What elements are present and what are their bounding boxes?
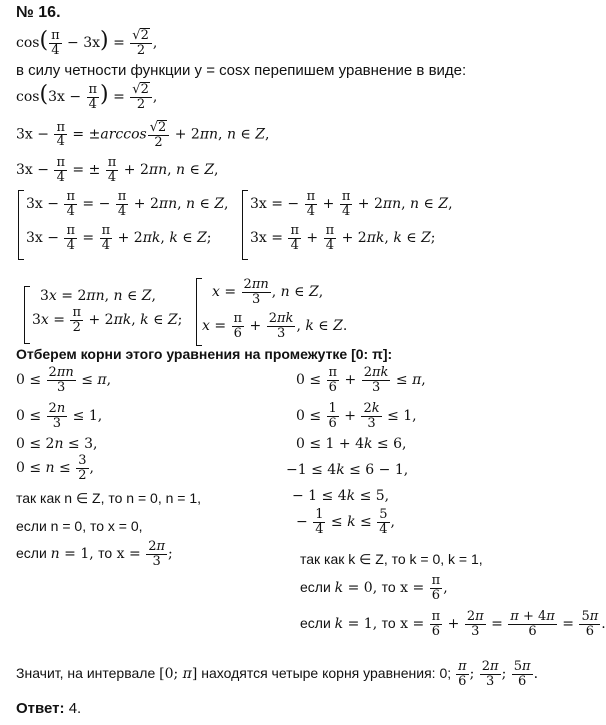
left-line-7: если n = 1, то x = $\frac{2\pi}{3}$ ; bbox=[16, 539, 173, 569]
problem-title: № 16. bbox=[16, 4, 61, 21]
system-bracket bbox=[24, 286, 30, 344]
system2-right-line1: x = $\frac{2\pi n}{3}$ , n ∈ Z, bbox=[212, 277, 324, 307]
parity-text: в силу четности функции y = cosx перепишем уравнение в виде: bbox=[16, 62, 467, 79]
right-line-2: 0 ≤ $\frac{1}{6}$ + $\frac{2k}{3}$ ≤ 1, bbox=[296, 401, 417, 431]
select-heading: Отберем корни этого уравнения на промежутке [0: π]: bbox=[16, 346, 393, 362]
left-line-5: так как n ∈ Z, то n = 0, n = 1, bbox=[16, 490, 202, 506]
answer-value: 4. bbox=[68, 700, 82, 717]
system1-right-line2: 3x = $\frac{\pi}{4}$ + $\frac{\pi}{4}$ + 2πk, k ∈ Z; bbox=[250, 223, 436, 253]
system1-left-line1: 3x − $\frac{\pi}{4}$ = − $\frac{\pi}{4}$ + 2πn, n ∈ Z, bbox=[26, 189, 229, 219]
left-line-1: 0 ≤ $\frac{2\pi n}{3}$ ≤ π, bbox=[16, 365, 112, 395]
left-line-2: 0 ≤ $\frac{2n}{3}$ ≤ 1, bbox=[16, 401, 103, 431]
right-line-6: − $\frac{1}{4}$ ≤ k ≤ $\frac{5}{4}$ , bbox=[296, 507, 395, 537]
left-line-3: 0 ≤ 2n ≤ 3, bbox=[16, 436, 98, 452]
right-line-1: 0 ≤ $\frac{\pi}{6}$ + $\frac{2\pi k}{3}$ ≤ π, bbox=[296, 365, 426, 395]
right-line-5: − 1 ≤ 4k ≤ 5, bbox=[292, 488, 390, 504]
system-bracket bbox=[18, 190, 24, 260]
system2-left-line1: 3x = 2πn, n ∈ Z, bbox=[40, 288, 156, 304]
conclusion: Значит, на интервале [0; π] находятся четыре корня уравнения: 0; $\frac{\pi}{6}$ ; $\frac{2\pi}{3}$ ; $\frac{5\pi}{6}$ . bbox=[16, 659, 539, 689]
system1-left-line2: 3x − $\frac{\pi}{4}$ = $\frac{\pi}{4}$ + 2πk, k ∈ Z; bbox=[26, 223, 212, 253]
system1-right-line1: 3x = − $\frac{\pi}{4}$ + $\frac{\pi}{4}$ + 2πn, n ∈ Z, bbox=[250, 189, 453, 219]
system2-left-line2: 3x = $\frac{\pi}{2}$ + 2πk, k ∈ Z; bbox=[32, 305, 183, 335]
right-line-9: если k = 1, то x = $\frac{\pi}{6}$ + $\frac{2\pi}{3}$ = $\frac{\pi + 4\pi}{6}$ = $\frac{5\pi}{6}$ . bbox=[300, 609, 606, 639]
left-line-6: если n = 0, то x = 0, bbox=[16, 518, 143, 534]
system-bracket bbox=[242, 190, 248, 260]
left-line-4: 0 ≤ n ≤ $\frac{3}{2}$ , bbox=[16, 453, 94, 483]
right-line-7: так как k ∈ Z, то k = 0, k = 1, bbox=[300, 551, 483, 567]
answer-line bbox=[16, 700, 81, 717]
equation-arccos: 3x − $\frac{\pi}{4}$ = ±arccos $\frac{√2}{2}$ + 2πn, n ∈ Z, bbox=[16, 119, 270, 150]
right-line-4: −1 ≤ 4k ≤ 6 − 1, bbox=[286, 462, 409, 478]
equation-given: cos( $\frac{\pi}{4}$ − 3x) = $\frac{√2}{2}$ , bbox=[16, 27, 158, 58]
answer-label: Ответ: bbox=[16, 700, 65, 717]
equation-rewritten: cos(3x − $\frac{\pi}{4}$ ) = $\frac{√2}{2}$ , bbox=[16, 81, 158, 112]
system2-right-line2: x = $\frac{\pi}{6}$ + $\frac{2\pi k}{3}$ , k ∈ Z. bbox=[202, 311, 348, 341]
equation-pm: 3x − $\frac{\pi}{4}$ = ± $\frac{\pi}{4}$ + 2πn, n ∈ Z, bbox=[16, 155, 219, 185]
right-line-3: 0 ≤ 1 + 4k ≤ 6, bbox=[296, 436, 407, 452]
right-line-8: если k = 0, то x = $\frac{\pi}{6}$ , bbox=[300, 573, 448, 603]
